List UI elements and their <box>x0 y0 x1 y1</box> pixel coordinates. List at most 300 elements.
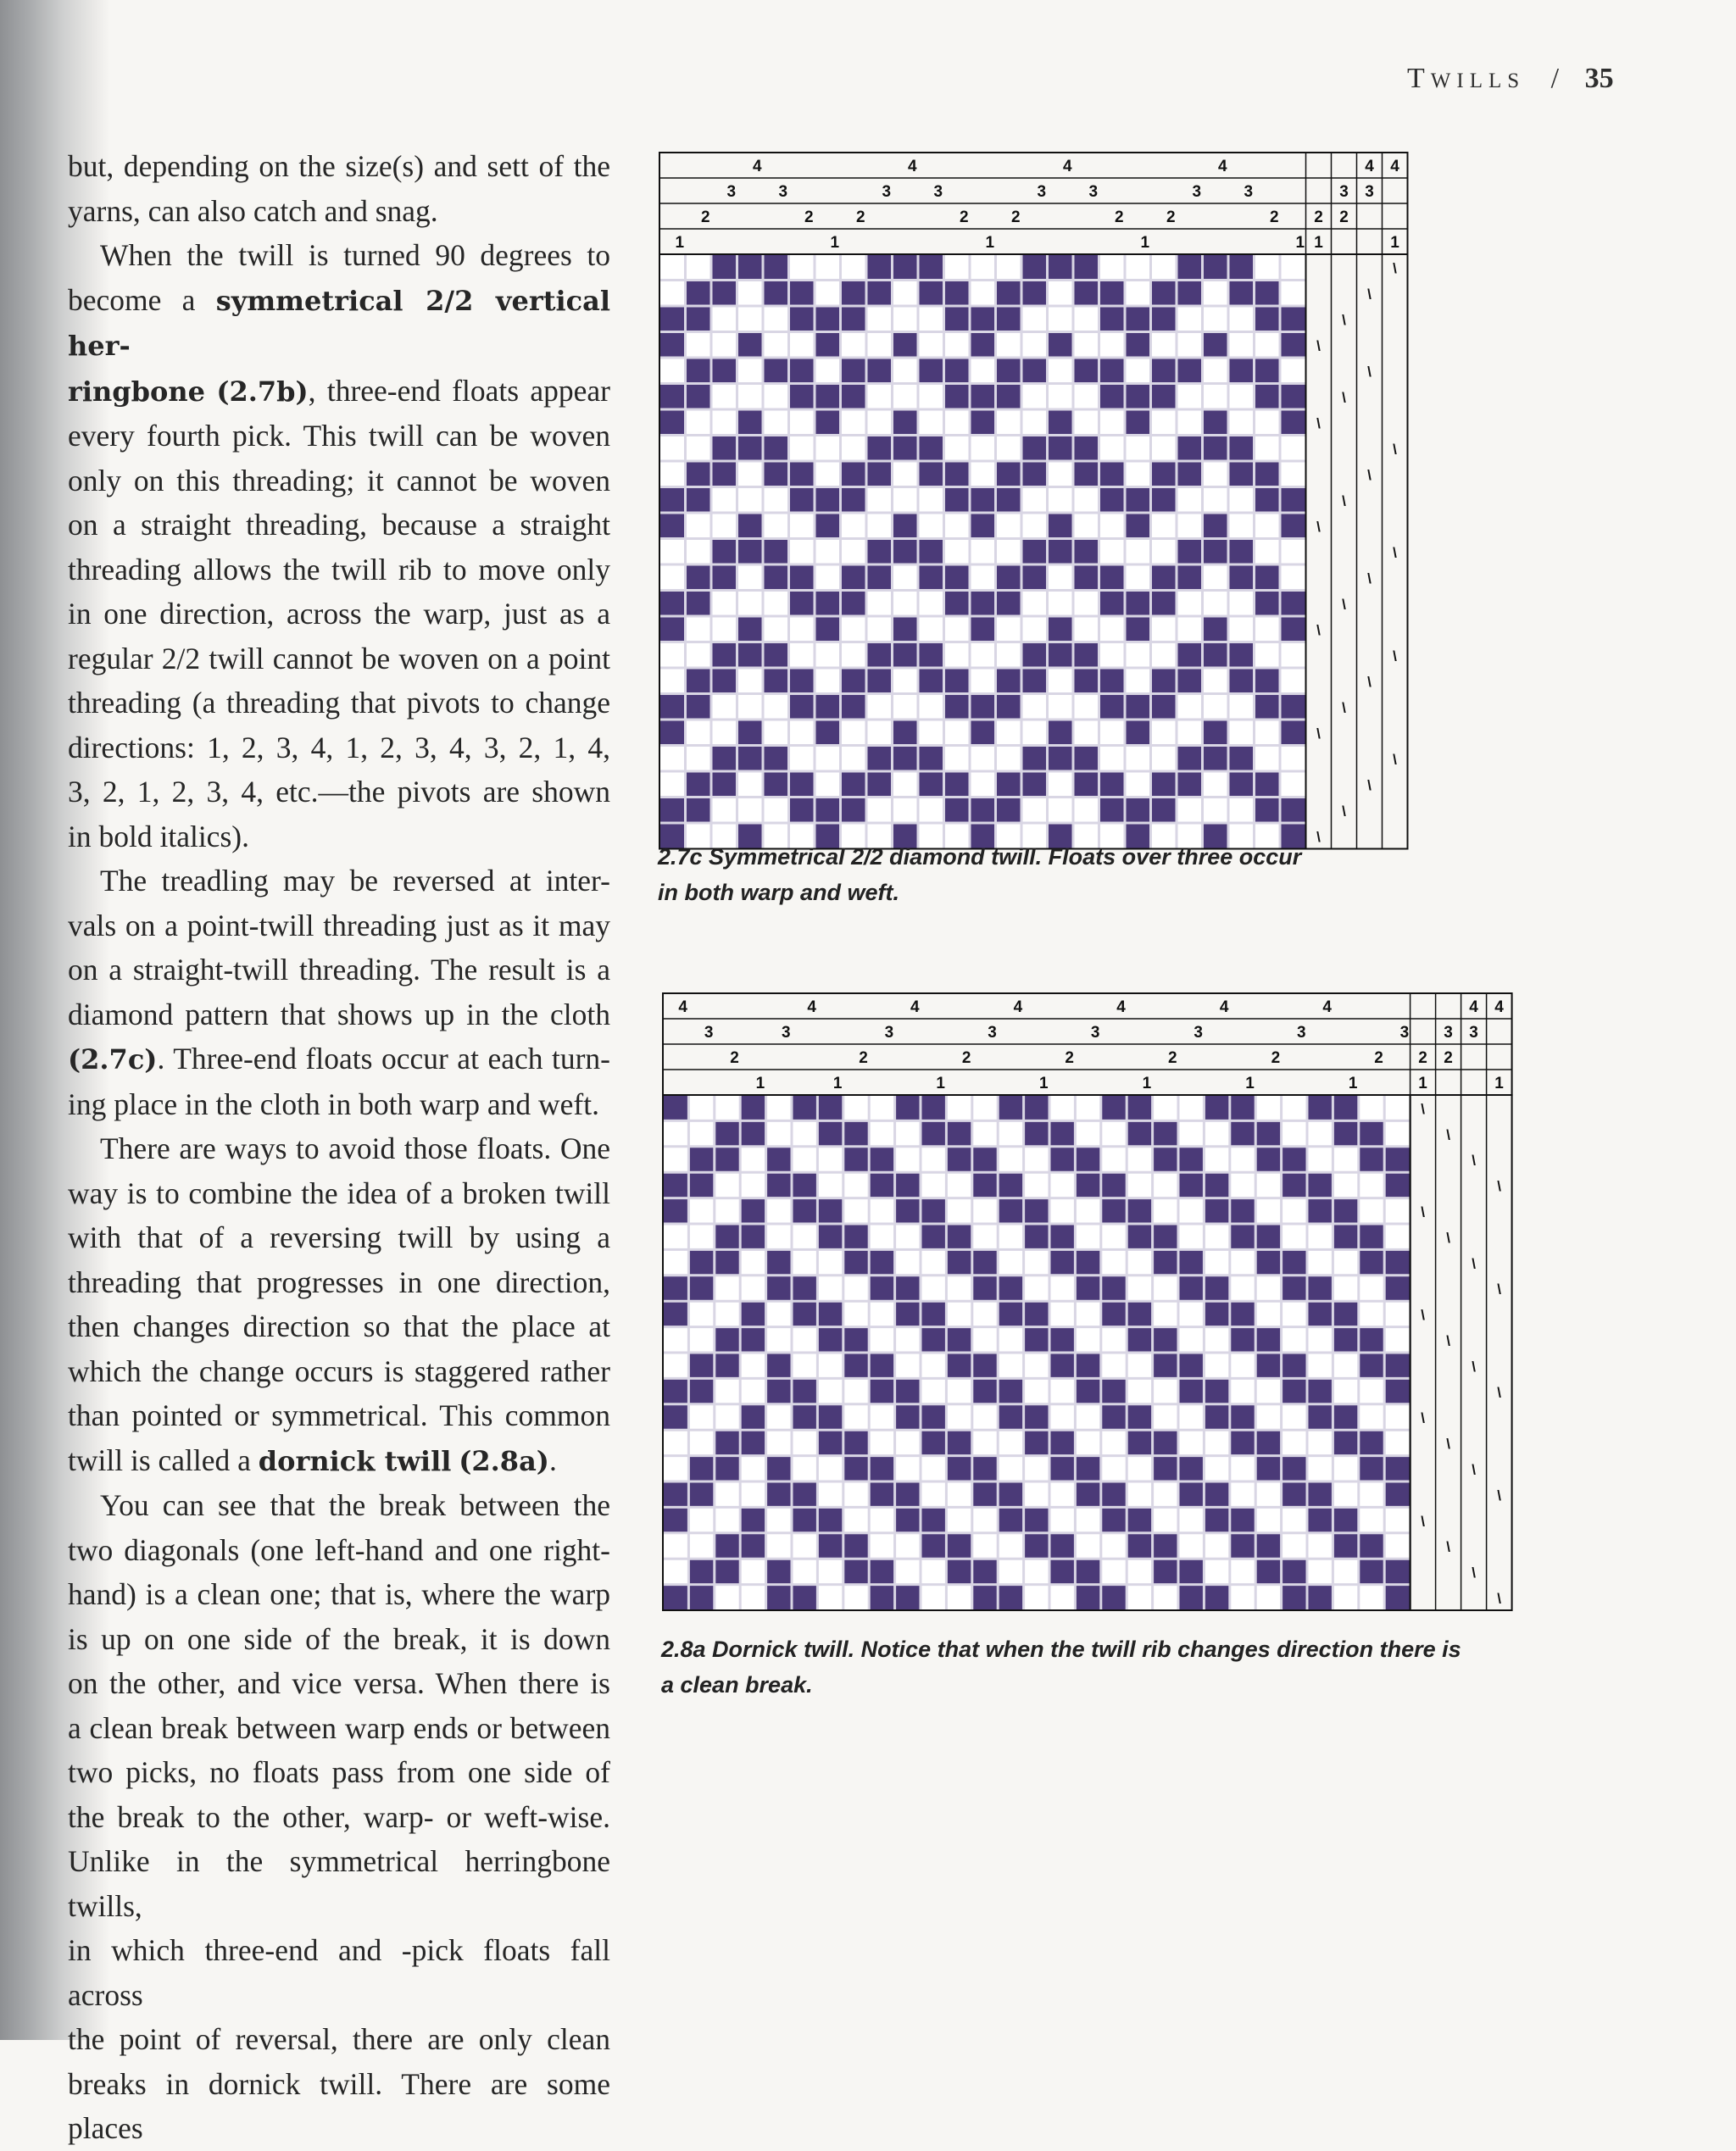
draft-2-8a-threading-number: 1 <box>1142 1075 1152 1092</box>
draft-2-8a-treadle-mark: \ <box>1421 1409 1425 1426</box>
draft-2-7c-warp-up-cell <box>1073 642 1099 669</box>
body-line: threading that progresses in one direction, <box>68 1264 610 1299</box>
draft-2-7c-warp-up-cell <box>970 306 996 332</box>
draft-2-7c-warp-up-cell <box>866 668 893 694</box>
draft-2-8a-warp-up-cell <box>843 1249 869 1275</box>
caption-2-7c-line2: in both warp and weft. <box>658 880 899 905</box>
draft-2-8a-warp-up-cell <box>1282 1481 1307 1507</box>
draft-2-7c-warp-up-cell <box>1255 591 1281 617</box>
draft-2-8a-warp-up-cell <box>972 1249 998 1275</box>
draft-2-7c-warp-up-cell <box>970 798 996 824</box>
draft-2-8a-threading-number: 2 <box>730 1049 739 1067</box>
draft-2-7c-warp-up-cell <box>789 694 815 720</box>
draft-2-8a-warp-up-cell <box>1024 1120 1049 1146</box>
draft-2-7c-warp-up-cell <box>1125 306 1151 332</box>
draft-2-7c-warp-up-cell <box>1099 487 1126 514</box>
draft-2-8a-warp-up-cell <box>1049 1456 1075 1481</box>
draft-2-8a-warp-up-cell <box>946 1456 971 1481</box>
draft-2-8a-threading-number: 4 <box>678 998 688 1016</box>
draft-2-7c-warp-up-cell <box>996 694 1022 720</box>
draft-2-8a-warp-up-cell <box>921 1533 946 1559</box>
draft-2-8a-warp-up-cell <box>1333 1224 1358 1249</box>
draft-2-7c-warp-up-cell <box>711 771 737 798</box>
draft-2-7c-warp-up-cell <box>1228 254 1255 281</box>
draft-2-8a-warp-up-cell <box>998 1095 1023 1120</box>
draft-2-7c-warp-up-cell <box>1203 513 1229 539</box>
draft-2-8a-warp-up-cell <box>998 1301 1023 1326</box>
draft-2-8a-warp-up-cell <box>895 1507 921 1532</box>
draft-2-8a-warp-up-cell <box>817 1301 843 1326</box>
draft-2-7c-warp-up-cell <box>711 254 737 281</box>
draft-2-7c-warp-up-cell <box>918 436 944 462</box>
draft-2-8a-warp-up-cell <box>1127 1430 1152 1455</box>
body-line: the break to the other, warp- or weft-wise. <box>68 1799 610 1834</box>
draft-2-8a-warp-up-cell <box>869 1456 894 1481</box>
draft-2-8a-warp-up-cell <box>1359 1120 1384 1146</box>
draft-2-7c-warp-up-cell <box>1280 487 1306 514</box>
draft-2-8a-warp-up-cell <box>921 1507 946 1532</box>
draft-2-7c-treadle-mark: \ <box>1367 776 1372 793</box>
draft-2-8a-warp-up-cell <box>766 1172 792 1198</box>
draft-2-7c-warp-up-cell <box>1073 746 1099 772</box>
draft-2-7c-warp-up-cell <box>789 668 815 694</box>
draft-2-7c-warp-up-cell <box>1151 564 1177 591</box>
draft-2-7c-warp-up-cell <box>789 461 815 487</box>
draft-2-8a-treadle-mark: \ <box>1421 1513 1425 1530</box>
draft-2-8a-warp-up-cell <box>1024 1507 1049 1532</box>
body-line: When the twill is turned 90 degrees to <box>100 238 610 272</box>
draft-2-8a-warp-up-cell <box>1282 1585 1307 1610</box>
draft-2-8a-treadle-mark: \ <box>1497 1590 1501 1607</box>
draft-2-8a-warp-up-cell <box>688 1585 714 1610</box>
body-line: only on this threading; it cannot be woven <box>68 463 610 497</box>
draft-2-8a-treadle-mark: \ <box>1472 1565 1476 1581</box>
draft-2-8a-warp-up-cell <box>1204 1172 1229 1198</box>
draft-2-7c-warp-up-cell <box>1151 306 1177 332</box>
draft-2-8a-warp-up-cell <box>715 1147 740 1172</box>
draft-2-8a-warp-up-cell <box>1178 1585 1204 1610</box>
draft-2-8a-warp-up-cell <box>1101 1378 1127 1403</box>
draft-2-7c-warp-up-cell <box>944 771 971 798</box>
draft-2-7c-warp-up-cell <box>1021 436 1048 462</box>
body-line: vals on a point-twill threading just as it may <box>68 908 610 942</box>
body-line: way is to combine the idea of a broken twill <box>68 1176 610 1210</box>
draft-2-8a-warp-up-cell <box>715 1430 740 1455</box>
draft-2-8a-warp-up-cell <box>1153 1533 1178 1559</box>
draft-2-8a-warp-up-cell <box>895 1198 921 1224</box>
body-line: on the other, and vice versa. When there is <box>68 1666 610 1700</box>
draft-2-8a-warp-up-cell <box>921 1430 946 1455</box>
draft-2-7c-threading-number: 3 <box>1192 183 1202 201</box>
draft-2-8a-warp-up-cell <box>663 1507 688 1532</box>
draft-2-7c-warp-up-cell <box>1255 384 1281 410</box>
draft-2-8a-warp-up-cell <box>1127 1095 1152 1120</box>
draft-2-7c-warp-up-cell <box>866 436 893 462</box>
draft-2-7c-warp-up-cell <box>893 436 919 462</box>
draft-2-8a-warp-up-cell <box>1127 1224 1152 1249</box>
draft-2-7c-treadle-mark: \ <box>1342 492 1346 509</box>
draft-2-8a-tieup-number: 3 <box>1469 1024 1478 1042</box>
draft-2-7c-warp-up-cell <box>711 746 737 772</box>
draft-2-7c-warp-up-cell <box>893 746 919 772</box>
draft-2-7c-warp-up-cell <box>737 436 764 462</box>
draft-2-8a-treadle-mark: \ <box>1421 1307 1425 1324</box>
draft-2-7c-threading-number: 1 <box>830 234 840 252</box>
draft-2-7c-threading-number: 1 <box>1295 234 1305 252</box>
draft-2-7c-warp-up-cell <box>1021 539 1048 565</box>
draft-2-7c-warp-up-cell <box>815 616 841 642</box>
draft-2-7c-warp-up-cell <box>659 694 686 720</box>
draft-2-7c-warp-up-cell <box>866 564 893 591</box>
draft-2-7c-warp-up-cell <box>944 306 971 332</box>
draft-2-7c-warp-up-cell <box>918 746 944 772</box>
draft-2-7c-warp-up-cell <box>970 513 996 539</box>
draft-2-8a-tieup-number: 4 <box>1469 998 1478 1016</box>
draft-2-8a-warp-up-cell <box>843 1559 869 1584</box>
draft-2-8a-warp-up-cell <box>1101 1507 1127 1532</box>
draft-2-7c <box>658 151 1399 845</box>
draft-2-7c-warp-up-cell <box>970 487 996 514</box>
draft-2-8a-warp-up-cell <box>1230 1120 1255 1146</box>
draft-2-8a-warp-up-cell <box>843 1224 869 1249</box>
draft-2-8a-warp-up-cell <box>869 1378 894 1403</box>
draft-2-8a-threading-number: 2 <box>1271 1049 1281 1067</box>
draft-2-8a-warp-up-cell <box>1230 1327 1255 1353</box>
draft-2-7c-warp-up-cell <box>686 384 712 410</box>
draft-2-8a-warp-up-cell <box>663 1276 688 1301</box>
draft-2-8a-warp-up-cell <box>1359 1533 1384 1559</box>
draft-2-7c-threading-number: 2 <box>856 208 865 226</box>
draft-2-7c-warp-up-cell <box>1125 513 1151 539</box>
draft-2-8a-warp-up-cell <box>998 1198 1023 1224</box>
draft-2-8a-warp-up-cell <box>792 1172 817 1198</box>
draft-2-8a-warp-up-cell <box>715 1224 740 1249</box>
draft-2-7c-warp-up-cell <box>996 487 1022 514</box>
draft-2-7c-warp-up-cell <box>711 281 737 307</box>
draft-2-7c-warp-up-cell <box>1177 358 1203 384</box>
draft-2-7c-threading-number: 2 <box>1011 208 1021 226</box>
draft-2-8a-warp-up-cell <box>1230 1095 1255 1120</box>
draft-2-7c-warp-up-cell <box>1228 564 1255 591</box>
draft-2-8a-threading-number: 1 <box>936 1075 946 1092</box>
draft-2-8a-warp-up-cell <box>895 1301 921 1326</box>
draft-2-8a-warp-up-cell <box>1049 1120 1075 1146</box>
draft-2-7c-warp-up-cell <box>1255 487 1281 514</box>
draft-2-7c-warp-up-cell <box>1151 358 1177 384</box>
draft-2-7c-warp-up-cell <box>996 306 1022 332</box>
draft-2-7c-treadle-mark: \ <box>1367 466 1372 483</box>
draft-2-7c-warp-up-cell <box>1177 668 1203 694</box>
draft-2-7c-warp-up-cell <box>866 461 893 487</box>
draft-2-7c-warp-up-cell <box>1048 720 1074 746</box>
draft-2-8a-warp-up-cell <box>817 1120 843 1146</box>
draft-2-8a-warp-up-cell <box>688 1276 714 1301</box>
draft-2-7c-warp-up-cell <box>1125 694 1151 720</box>
draft-2-7c-warp-up-cell <box>1151 668 1177 694</box>
draft-2-7c-warp-up-cell <box>841 487 867 514</box>
draft-2-8a-warp-up-cell <box>1204 1481 1229 1507</box>
draft-2-8a-warp-up-cell <box>921 1120 946 1146</box>
draft-2-7c-warp-up-cell <box>1151 461 1177 487</box>
draft-2-8a-warp-up-cell <box>946 1327 971 1353</box>
draft-2-7c-warp-up-cell <box>1177 771 1203 798</box>
draft-2-7c-treadle-mark: \ <box>1342 803 1346 820</box>
draft-2-7c-treadle-mark: \ <box>1367 570 1372 586</box>
draft-2-7c-warp-up-cell <box>815 513 841 539</box>
draft-2-7c-warp-up-cell <box>1177 746 1203 772</box>
draft-2-7c-warp-up-cell <box>763 358 789 384</box>
draft-2-8a-warp-up-cell <box>1307 1172 1333 1198</box>
draft-2-7c-warp-up-cell <box>1203 720 1229 746</box>
draft-2-8a-warp-up-cell <box>1333 1507 1358 1532</box>
draft-2-7c-warp-up-cell <box>1125 409 1151 436</box>
draft-2-8a-warp-up-cell <box>817 1095 843 1120</box>
draft-2-8a-warp-up-cell <box>946 1533 971 1559</box>
draft-2-8a-warp-up-cell <box>1204 1095 1229 1120</box>
draft-2-8a-warp-up-cell <box>766 1481 792 1507</box>
draft-2-7c-tieup-number: 4 <box>1390 158 1399 175</box>
draft-2-8a-warp-up-cell <box>1049 1249 1075 1275</box>
draft-2-7c-warp-up-cell <box>970 616 996 642</box>
body-line: every fourth pick. This twill can be woven <box>68 419 610 453</box>
draft-2-7c-treadle-mark: \ <box>1316 414 1321 431</box>
draft-2-7c-warp-up-cell <box>970 591 996 617</box>
draft-2-8a-warp-up-cell <box>972 1276 998 1301</box>
body-line: in one direction, across the warp, just as a <box>68 597 610 631</box>
draft-2-8a-treadle-mark: \ <box>1497 1178 1501 1195</box>
draft-2-7c-warp-up-cell <box>1280 591 1306 617</box>
draft-2-8a-treadle-mark: \ <box>1497 1384 1501 1401</box>
draft-2-7c-warp-up-cell <box>789 281 815 307</box>
body-line: two diagonals (one left-hand and one right- <box>68 1532 610 1567</box>
draft-2-8a-treadle-mark: \ <box>1472 1152 1476 1169</box>
draft-2-7c-warp-up-cell <box>686 564 712 591</box>
draft-2-8a-warp-up-cell <box>688 1456 714 1481</box>
body-line: yarns, can also catch and snag. <box>68 193 438 228</box>
page-number: 35 <box>1584 63 1614 94</box>
draft-2-7c-warp-up-cell <box>711 564 737 591</box>
draft-2-8a-warp-up-cell <box>1075 1353 1100 1378</box>
draft-2-7c-warp-up-cell <box>866 539 893 565</box>
draft-2-7c-warp-up-cell <box>1151 771 1177 798</box>
draft-2-7c-warp-up-cell <box>1125 720 1151 746</box>
draft-2-7c-warp-up-cell <box>659 616 686 642</box>
draft-2-8a-warp-up-cell <box>1384 1172 1410 1198</box>
draft-2-7c-warp-up-cell <box>996 668 1022 694</box>
draft-2-8a-warp-up-cell <box>1075 1147 1100 1172</box>
draft-2-8a-warp-up-cell <box>946 1430 971 1455</box>
draft-2-7c-warp-up-cell <box>659 332 686 358</box>
draft-2-7c-warp-up-cell <box>1255 694 1281 720</box>
draft-2-8a-treadle-mark: \ <box>1421 1100 1425 1117</box>
draft-2-8a-warp-up-cell <box>1178 1249 1204 1275</box>
draft-2-7c-treadle-mark: \ <box>1367 286 1372 303</box>
draft-2-7c-treadle-mark: \ <box>1393 751 1397 768</box>
body-line: in which three-end and -pick floats fall across <box>68 1933 610 2012</box>
draft-2-7c-treadle-mark: \ <box>1367 673 1372 690</box>
draft-2-8a-warp-up-cell <box>1255 1533 1281 1559</box>
draft-2-7c-warp-up-cell <box>866 771 893 798</box>
draft-2-7c-warp-up-cell <box>996 771 1022 798</box>
draft-2-7c-threading-number: 3 <box>726 183 737 201</box>
draft-2-7c-warp-up-cell <box>1151 487 1177 514</box>
draft-2-8a-warp-up-cell <box>1230 1430 1255 1455</box>
draft-2-8a-warp-up-cell <box>1024 1301 1049 1326</box>
draft-2-8a-warp-up-cell <box>1384 1249 1410 1275</box>
draft-2-7c-warp-up-cell <box>1255 668 1281 694</box>
draft-2-8a-warp-up-cell <box>1127 1198 1152 1224</box>
draft-2-7c-tieup-number: 4 <box>1365 158 1374 175</box>
draft-2-7c-warp-up-cell <box>1073 461 1099 487</box>
draft-2-8a-warp-up-cell <box>895 1378 921 1403</box>
draft-2-7c-warp-up-cell <box>659 798 686 824</box>
draft-2-8a-warp-up-cell <box>1101 1276 1127 1301</box>
draft-2-7c-warp-up-cell <box>996 281 1022 307</box>
draft-2-8a-warp-up-cell <box>1255 1120 1281 1146</box>
draft-2-8a-warp-up-cell <box>1333 1120 1358 1146</box>
draft-2-7c-warp-up-cell <box>1228 461 1255 487</box>
body-text-column <box>68 144 610 2151</box>
draft-2-7c-warp-up-cell <box>1073 254 1099 281</box>
draft-2-7c-warp-up-cell <box>1228 642 1255 669</box>
draft-2-8a-warp-up-cell <box>740 1533 765 1559</box>
draft-2-8a-warp-up-cell <box>998 1481 1023 1507</box>
draft-2-8a-warp-up-cell <box>740 1507 765 1532</box>
draft-2-7c-warp-up-cell <box>815 487 841 514</box>
draft-2-7c-warp-up-cell <box>1203 436 1229 462</box>
draft-2-8a-warp-up-cell <box>1075 1559 1100 1584</box>
draft-2-8a-warp-up-cell <box>766 1147 792 1172</box>
draft-2-7c-warp-up-cell <box>1048 409 1074 436</box>
draft-2-7c-treadle-mark: \ <box>1342 311 1346 328</box>
draft-2-8a-warp-up-cell <box>766 1559 792 1584</box>
draft-2-7c-warp-up-cell <box>686 461 712 487</box>
draft-2-7c-warp-up-cell <box>737 539 764 565</box>
draft-2-7c-warp-up-cell <box>1177 564 1203 591</box>
draft-2-7c-warp-up-cell <box>659 487 686 514</box>
draft-2-8a-warp-up-cell <box>688 1378 714 1403</box>
draft-2-8a-threading-number: 1 <box>1039 1075 1049 1092</box>
draft-2-7c-warp-up-cell <box>1073 564 1099 591</box>
draft-2-8a-warp-up-cell <box>1359 1456 1384 1481</box>
draft-2-8a-warp-up-cell <box>921 1095 946 1120</box>
draft-2-8a-warp-up-cell <box>1101 1481 1127 1507</box>
draft-2-8a-warp-up-cell <box>792 1507 817 1532</box>
draft-2-8a-warp-up-cell <box>688 1353 714 1378</box>
draft-2-7c-warp-up-cell <box>737 409 764 436</box>
draft-2-7c-warp-up-cell <box>763 254 789 281</box>
draft-2-8a-warp-up-cell <box>1359 1327 1384 1353</box>
draft-2-7c-warp-up-cell <box>659 513 686 539</box>
draft-2-8a-warp-up-cell <box>921 1404 946 1430</box>
draft-2-8a-warp-up-cell <box>1049 1533 1075 1559</box>
draft-2-7c-warp-up-cell <box>763 668 789 694</box>
draft-2-7c-warp-up-cell <box>918 642 944 669</box>
draft-2-8a-threading-number: 2 <box>859 1049 868 1067</box>
draft-2-7c-warp-up-cell <box>1255 564 1281 591</box>
draft-2-7c-warp-up-cell <box>659 720 686 746</box>
draft-2-7c-warp-up-cell <box>711 358 737 384</box>
draft-2-8a-warp-up-cell <box>869 1481 894 1507</box>
draft-2-8a-treadle-mark: \ <box>1472 1461 1476 1478</box>
draft-2-8a-treadle-mark: \ <box>1497 1281 1501 1298</box>
caption-2-7c <box>658 839 1421 910</box>
draft-2-7c-warp-up-cell <box>866 746 893 772</box>
draft-2-7c-warp-up-cell <box>789 798 815 824</box>
draft-2-8a-warp-up-cell <box>740 1095 765 1120</box>
draft-2-8a-warp-up-cell <box>792 1198 817 1224</box>
draft-2-8a-warp-up-cell <box>1333 1095 1358 1120</box>
draft-2-7c-warp-up-cell <box>737 642 764 669</box>
draft-2-7c-warp-up-cell <box>996 358 1022 384</box>
draft-2-7c-threading-number: 2 <box>960 208 969 226</box>
draft-2-8a-warp-up-cell <box>895 1276 921 1301</box>
draft-2-7c-warp-up-cell <box>711 436 737 462</box>
draft-2-8a-warp-up-cell <box>1204 1198 1229 1224</box>
draft-2-7c-warp-up-cell <box>1203 616 1229 642</box>
draft-2-8a-warp-up-cell <box>792 1585 817 1610</box>
draft-2-7c-warp-up-cell <box>686 487 712 514</box>
draft-2-8a-warp-up-cell <box>843 1430 869 1455</box>
draft-2-8a-warp-up-cell <box>921 1198 946 1224</box>
draft-2-7c-warp-up-cell <box>1177 254 1203 281</box>
draft-2-8a-warp-up-cell <box>998 1276 1023 1301</box>
draft-2-8a-treadle-mark: \ <box>1446 1538 1450 1555</box>
draft-2-7c-tieup-number: 3 <box>1339 183 1349 201</box>
draft-2-7c-treadle-mark: \ <box>1342 389 1346 406</box>
draft-2-7c-warp-up-cell <box>970 409 996 436</box>
draft-2-8a-warp-up-cell <box>740 1224 765 1249</box>
draft-2-7c-warp-up-cell <box>996 591 1022 617</box>
draft-2-7c-warp-up-cell <box>944 798 971 824</box>
draft-2-7c-warp-up-cell <box>944 358 971 384</box>
draft-2-8a-warp-up-cell <box>1230 1404 1255 1430</box>
body-line: There are ways to avoid those floats. One <box>100 1131 610 1165</box>
draft-2-8a-warp-up-cell <box>1204 1301 1229 1326</box>
draft-2-7c-warp-up-cell <box>944 694 971 720</box>
body-line: ing place in the cloth in both warp and weft. <box>68 1087 599 1121</box>
draft-2-8a-warp-up-cell <box>1384 1559 1410 1584</box>
draft-2-7c-warp-up-cell <box>1280 798 1306 824</box>
draft-2-8a-warp-up-cell <box>1204 1378 1229 1403</box>
draft-2-7c-warp-up-cell <box>1021 642 1048 669</box>
draft-2-8a-warp-up-cell <box>1307 1404 1333 1430</box>
draft-2-7c-warp-up-cell <box>763 642 789 669</box>
draft-2-8a-threading-number: 1 <box>1245 1075 1255 1092</box>
draft-2-8a-warp-up-cell <box>869 1559 894 1584</box>
draft-2-7c-treadle-mark: \ <box>1393 259 1397 276</box>
draft-2-8a-warp-up-cell <box>1049 1224 1075 1249</box>
draft-2-7c-threading-number: 1 <box>1140 234 1150 252</box>
draft-2-8a-warp-up-cell <box>843 1533 869 1559</box>
draft-2-7c-warp-up-cell <box>1151 798 1177 824</box>
draft-2-7c-warp-up-cell <box>763 436 789 462</box>
draft-2-7c-warp-up-cell <box>970 720 996 746</box>
draft-2-8a-warp-up-cell <box>1153 1353 1178 1378</box>
draft-2-7c-warp-up-cell <box>737 254 764 281</box>
draft-2-7c-warp-up-cell <box>1151 694 1177 720</box>
draft-2-7c-warp-up-cell <box>1048 254 1074 281</box>
draft-2-7c-warp-up-cell <box>1228 668 1255 694</box>
draft-2-8a-warp-up-cell <box>1307 1095 1333 1120</box>
draft-2-7c-treadle-mark: \ <box>1393 544 1397 561</box>
draft-2-7c-warp-up-cell <box>686 306 712 332</box>
draft-2-8a-warp-up-cell <box>1204 1507 1229 1532</box>
draft-2-7c-warp-up-cell <box>1255 306 1281 332</box>
draft-2-7c-warp-up-cell <box>1280 513 1306 539</box>
draft-2-8a-warp-up-cell <box>1230 1533 1255 1559</box>
draft-2-8a-warp-up-cell <box>1049 1430 1075 1455</box>
